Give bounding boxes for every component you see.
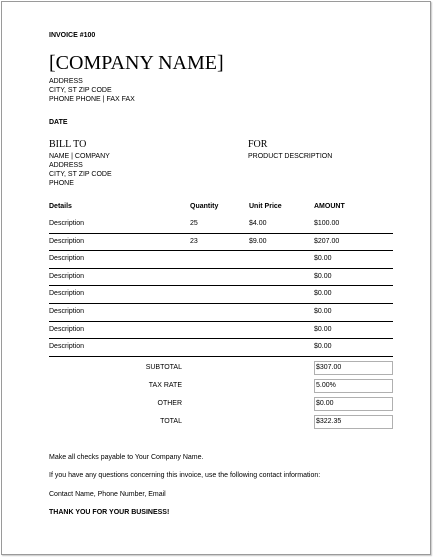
table-row [49, 339, 393, 357]
table-row [49, 269, 393, 287]
row-amount: $0.00 [314, 255, 332, 263]
date-label: DATE [49, 119, 68, 126]
row-amount: $0.00 [314, 272, 332, 280]
row-description: Description [49, 220, 85, 227]
thank-you-message: THANK YOU FOR YOUR BUSINESS! [49, 509, 170, 516]
row-description: Description [49, 308, 85, 315]
table-row [49, 216, 393, 234]
company-name: [COMPANY NAME] [49, 52, 224, 74]
city-line: CITY, ST ZIP CODE [49, 87, 112, 94]
row-description: Description [49, 255, 85, 263]
table-row [49, 286, 393, 304]
invoice-page [1, 1, 431, 555]
checks-note: Make all checks payable to Your Company Name. [49, 454, 204, 461]
column-header-amount: AMOUNT [314, 203, 345, 210]
row-amount: $0.00 [314, 343, 332, 351]
company-address [49, 77, 135, 104]
row-amount: $0.00 [314, 325, 332, 333]
row-description: Description [49, 325, 85, 333]
total-label: TOTAL [160, 418, 182, 425]
address-line: ADDRESS [49, 78, 83, 85]
subtotal-value: $307.00 [314, 361, 393, 375]
bill-to-details [49, 152, 112, 188]
total-value: $322.35 [314, 415, 393, 429]
row-quantity: 25 [190, 220, 198, 227]
row-unit-price: $4.00 [249, 220, 267, 227]
bill-to-heading: BILL TO [49, 139, 87, 150]
other-label: OTHER [157, 400, 182, 407]
table-row [49, 304, 393, 322]
bill-to-city: CITY, ST ZIP CODE [49, 171, 112, 178]
table-row [49, 251, 393, 269]
row-description: Description [49, 290, 85, 298]
column-header-details: Details [49, 203, 72, 210]
row-quantity: 23 [190, 237, 198, 245]
for-description: PRODUCT DESCRIPTION [248, 153, 333, 160]
row-unit-price: $9.00 [249, 237, 267, 245]
tax-rate-label: TAX RATE [148, 382, 182, 389]
row-description: Description [49, 237, 85, 245]
bill-to-name: NAME | COMPANY [49, 153, 110, 160]
for-heading: FOR [248, 139, 268, 150]
bill-to-address: ADDRESS [49, 162, 83, 169]
contact-line: Contact Name, Phone Number, Email [49, 491, 166, 498]
questions-note: If you have any questions concerning this invoice, use the following contact information: [49, 472, 321, 479]
phone-fax-line: PHONE PHONE | FAX FAX [49, 96, 135, 103]
row-description: Description [49, 343, 85, 351]
bill-to-phone: PHONE [49, 180, 74, 187]
invoice-number: INVOICE #100 [49, 32, 96, 39]
subtotal-label: SUBTOTAL [145, 364, 182, 371]
row-amount: $207.00 [314, 237, 340, 245]
column-header-quantity: Quantity [190, 203, 219, 210]
table-row [49, 234, 393, 252]
other-value: $0.00 [314, 397, 393, 411]
row-amount: $0.00 [314, 308, 332, 315]
column-header-unit-price: Unit Price [249, 203, 282, 210]
row-amount: $100.00 [314, 220, 340, 227]
row-amount: $0.00 [314, 290, 332, 298]
row-description: Description [49, 272, 85, 280]
tax-rate-value: 5.00% [314, 379, 393, 393]
table-row [49, 322, 393, 340]
